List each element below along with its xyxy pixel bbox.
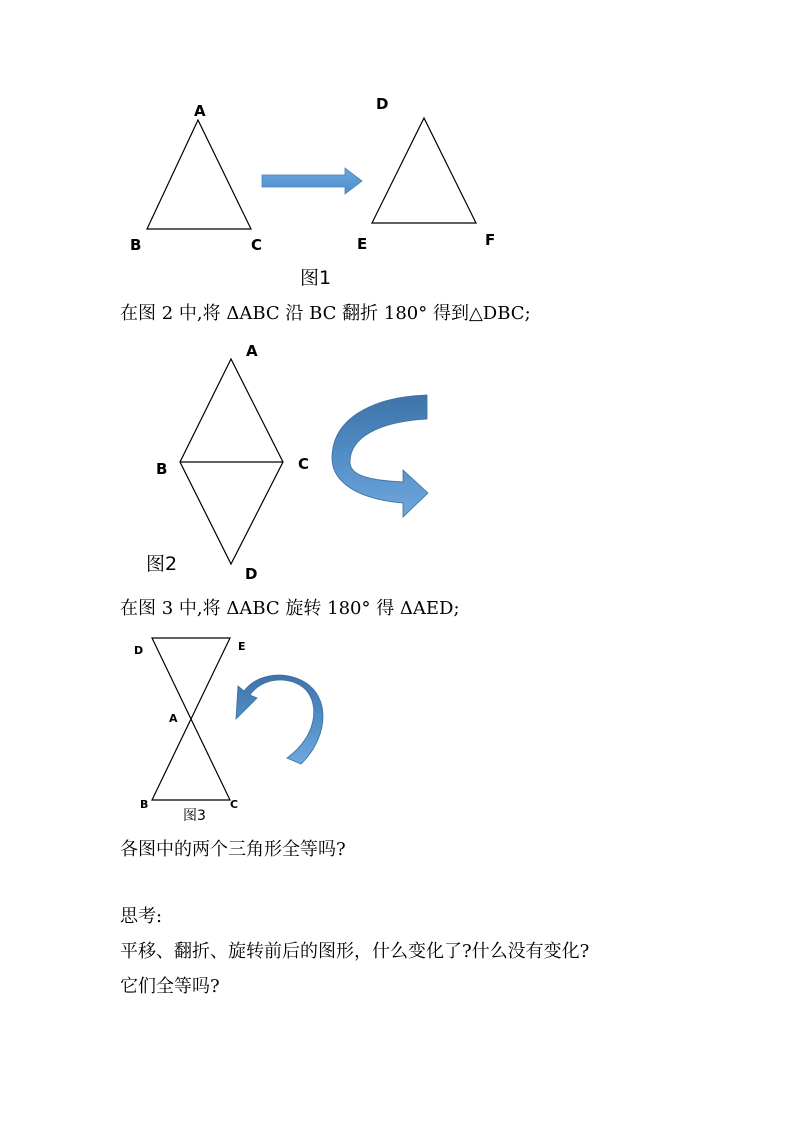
figure-1 [130,95,495,289]
think-heading: 思考: [120,906,163,927]
label-b: B [156,460,168,478]
label-a: A [169,712,178,725]
figure-3-description: 在图 3 中,将 ΔABC 旋转 180° 得 ΔAED; [120,598,460,619]
figure-3 [134,638,323,824]
label-d: D [245,565,258,583]
figure-3-caption: 图3 [183,808,206,824]
triangle-abc [147,120,251,229]
label-e: E [357,235,368,253]
label-d: D [134,644,144,657]
triangle-abc [152,719,230,800]
triangle-def [372,118,476,223]
label-c: C [298,455,310,473]
figure-2 [146,342,428,583]
rotate-arrow [236,675,323,764]
figure-2-description: 在图 2 中,将 ΔABC 沿 BC 翻折 180° 得到△DBC; [120,303,531,324]
figure-2-caption: 图2 [146,553,178,575]
congruence-question: 各图中的两个三角形全等吗? [120,839,346,860]
figure-1-caption: 图1 [300,267,332,289]
label-b: B [130,236,142,254]
label-e: E [238,640,246,653]
think-question-2: 它们全等吗? [120,976,220,997]
label-c: C [251,236,263,254]
translate-arrow [262,168,362,194]
think-question-1: 平移、翻折、旋转前后的图形，什么变化了?什么没有变化? [120,941,590,962]
label-f: F [485,231,496,249]
label-d: D [376,95,389,113]
flip-arrow [332,395,428,517]
label-a: A [246,342,258,360]
label-a: A [194,102,206,120]
label-c: C [230,798,239,811]
triangle-aed [152,638,230,719]
label-b: B [140,798,149,811]
